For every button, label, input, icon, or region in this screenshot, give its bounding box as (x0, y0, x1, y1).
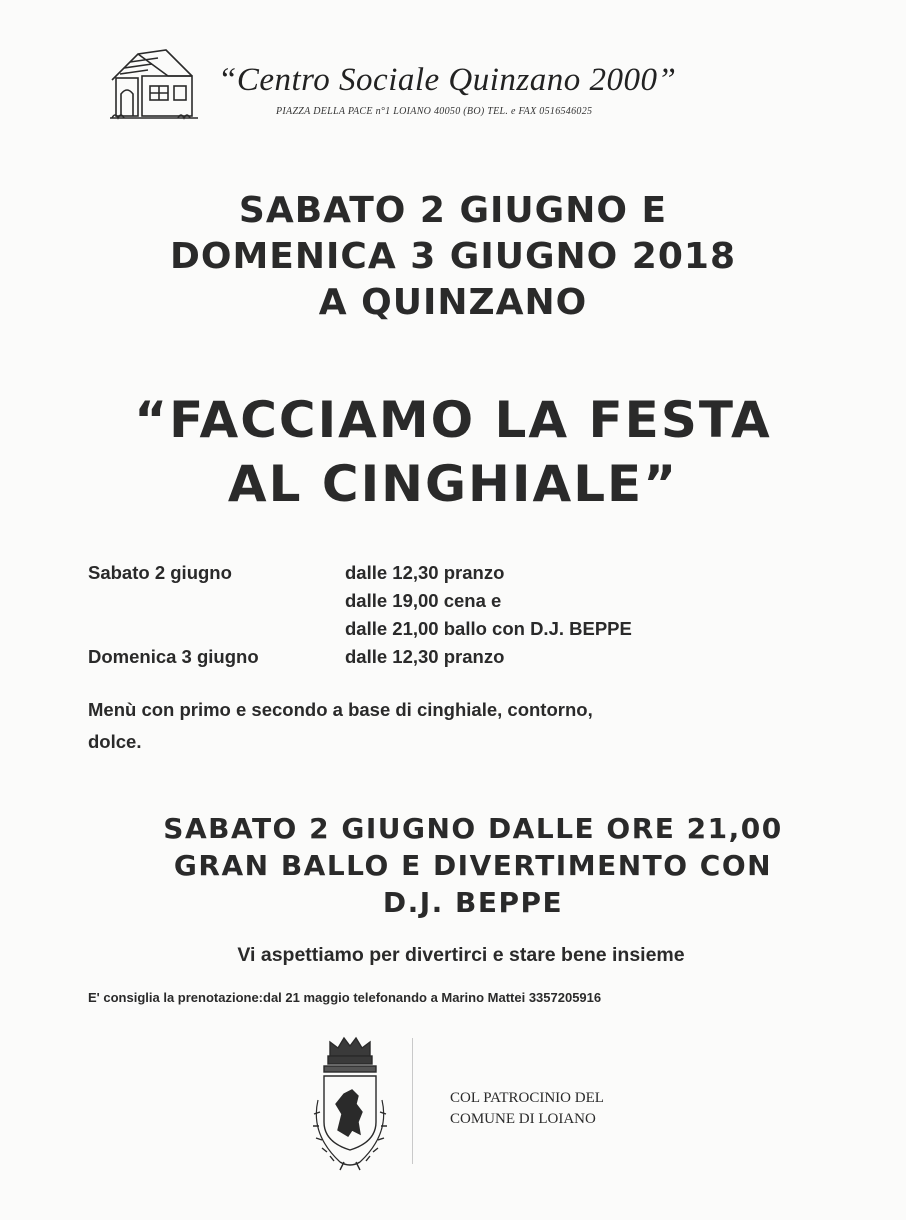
schedule-time: dalle 12,30 pranzo (345, 562, 505, 583)
dance-announcement (0, 810, 906, 921)
dance-line: SABATO 2 GIUGNO DALLE ORE 21,00 (163, 812, 783, 845)
event-date-line: DOMENICA 3 GIUGNO 2018 (169, 236, 736, 277)
schedule-day: Sabato 2 giugno (88, 562, 232, 583)
schedule-day: Domenica 3 giugno (88, 646, 259, 667)
patronage-line: COMUNE DI LOIANO (450, 1111, 596, 1127)
menu-line: dolce. (88, 731, 142, 752)
event-date-line: SABATO 2 GIUGNO E (238, 190, 668, 231)
schedule-time: dalle 19,00 cena e (345, 590, 502, 611)
dance-line: D.J. BEPPE (382, 886, 564, 919)
house-logo-icon (108, 46, 200, 122)
booking-text: E' consiglia la prenotazione:dal 21 maggio telefonando a Marino Mattei 3357205916 (88, 990, 602, 1005)
event-title-line: “FACCIAMO LA FESTA (134, 391, 772, 449)
menu-description (88, 694, 768, 758)
schedule-time: dalle 21,00 ballo con D.J. BEPPE (345, 618, 632, 639)
event-title-line: AL CINGHIALE” (227, 455, 679, 513)
organization-address: PIAZZA DELLA PACE n°1 LOIANO 40050 (BO) TEL. e FAX 0516546025 (276, 106, 593, 117)
organization-name: “Centro Sociale Quinzano 2000” (218, 62, 677, 98)
patronage-line: COL PATROCINIO DEL (450, 1090, 604, 1106)
coat-of-arms-icon (300, 1030, 400, 1176)
schedule-time: dalle 12,30 pranzo (345, 646, 505, 667)
event-title (0, 388, 906, 516)
dance-line: GRAN BALLO E DIVERTIMENTO CON (173, 849, 773, 882)
invite-text: Vi aspettiamo per divertirci e stare bene insieme (237, 944, 685, 966)
event-location-line: A QUINZANO (318, 282, 588, 323)
menu-line: Menù con primo e secondo a base di cinghiale, contorno, (88, 699, 593, 720)
event-dates (0, 188, 906, 326)
divider (412, 1038, 413, 1164)
patronage-text (450, 1088, 604, 1130)
